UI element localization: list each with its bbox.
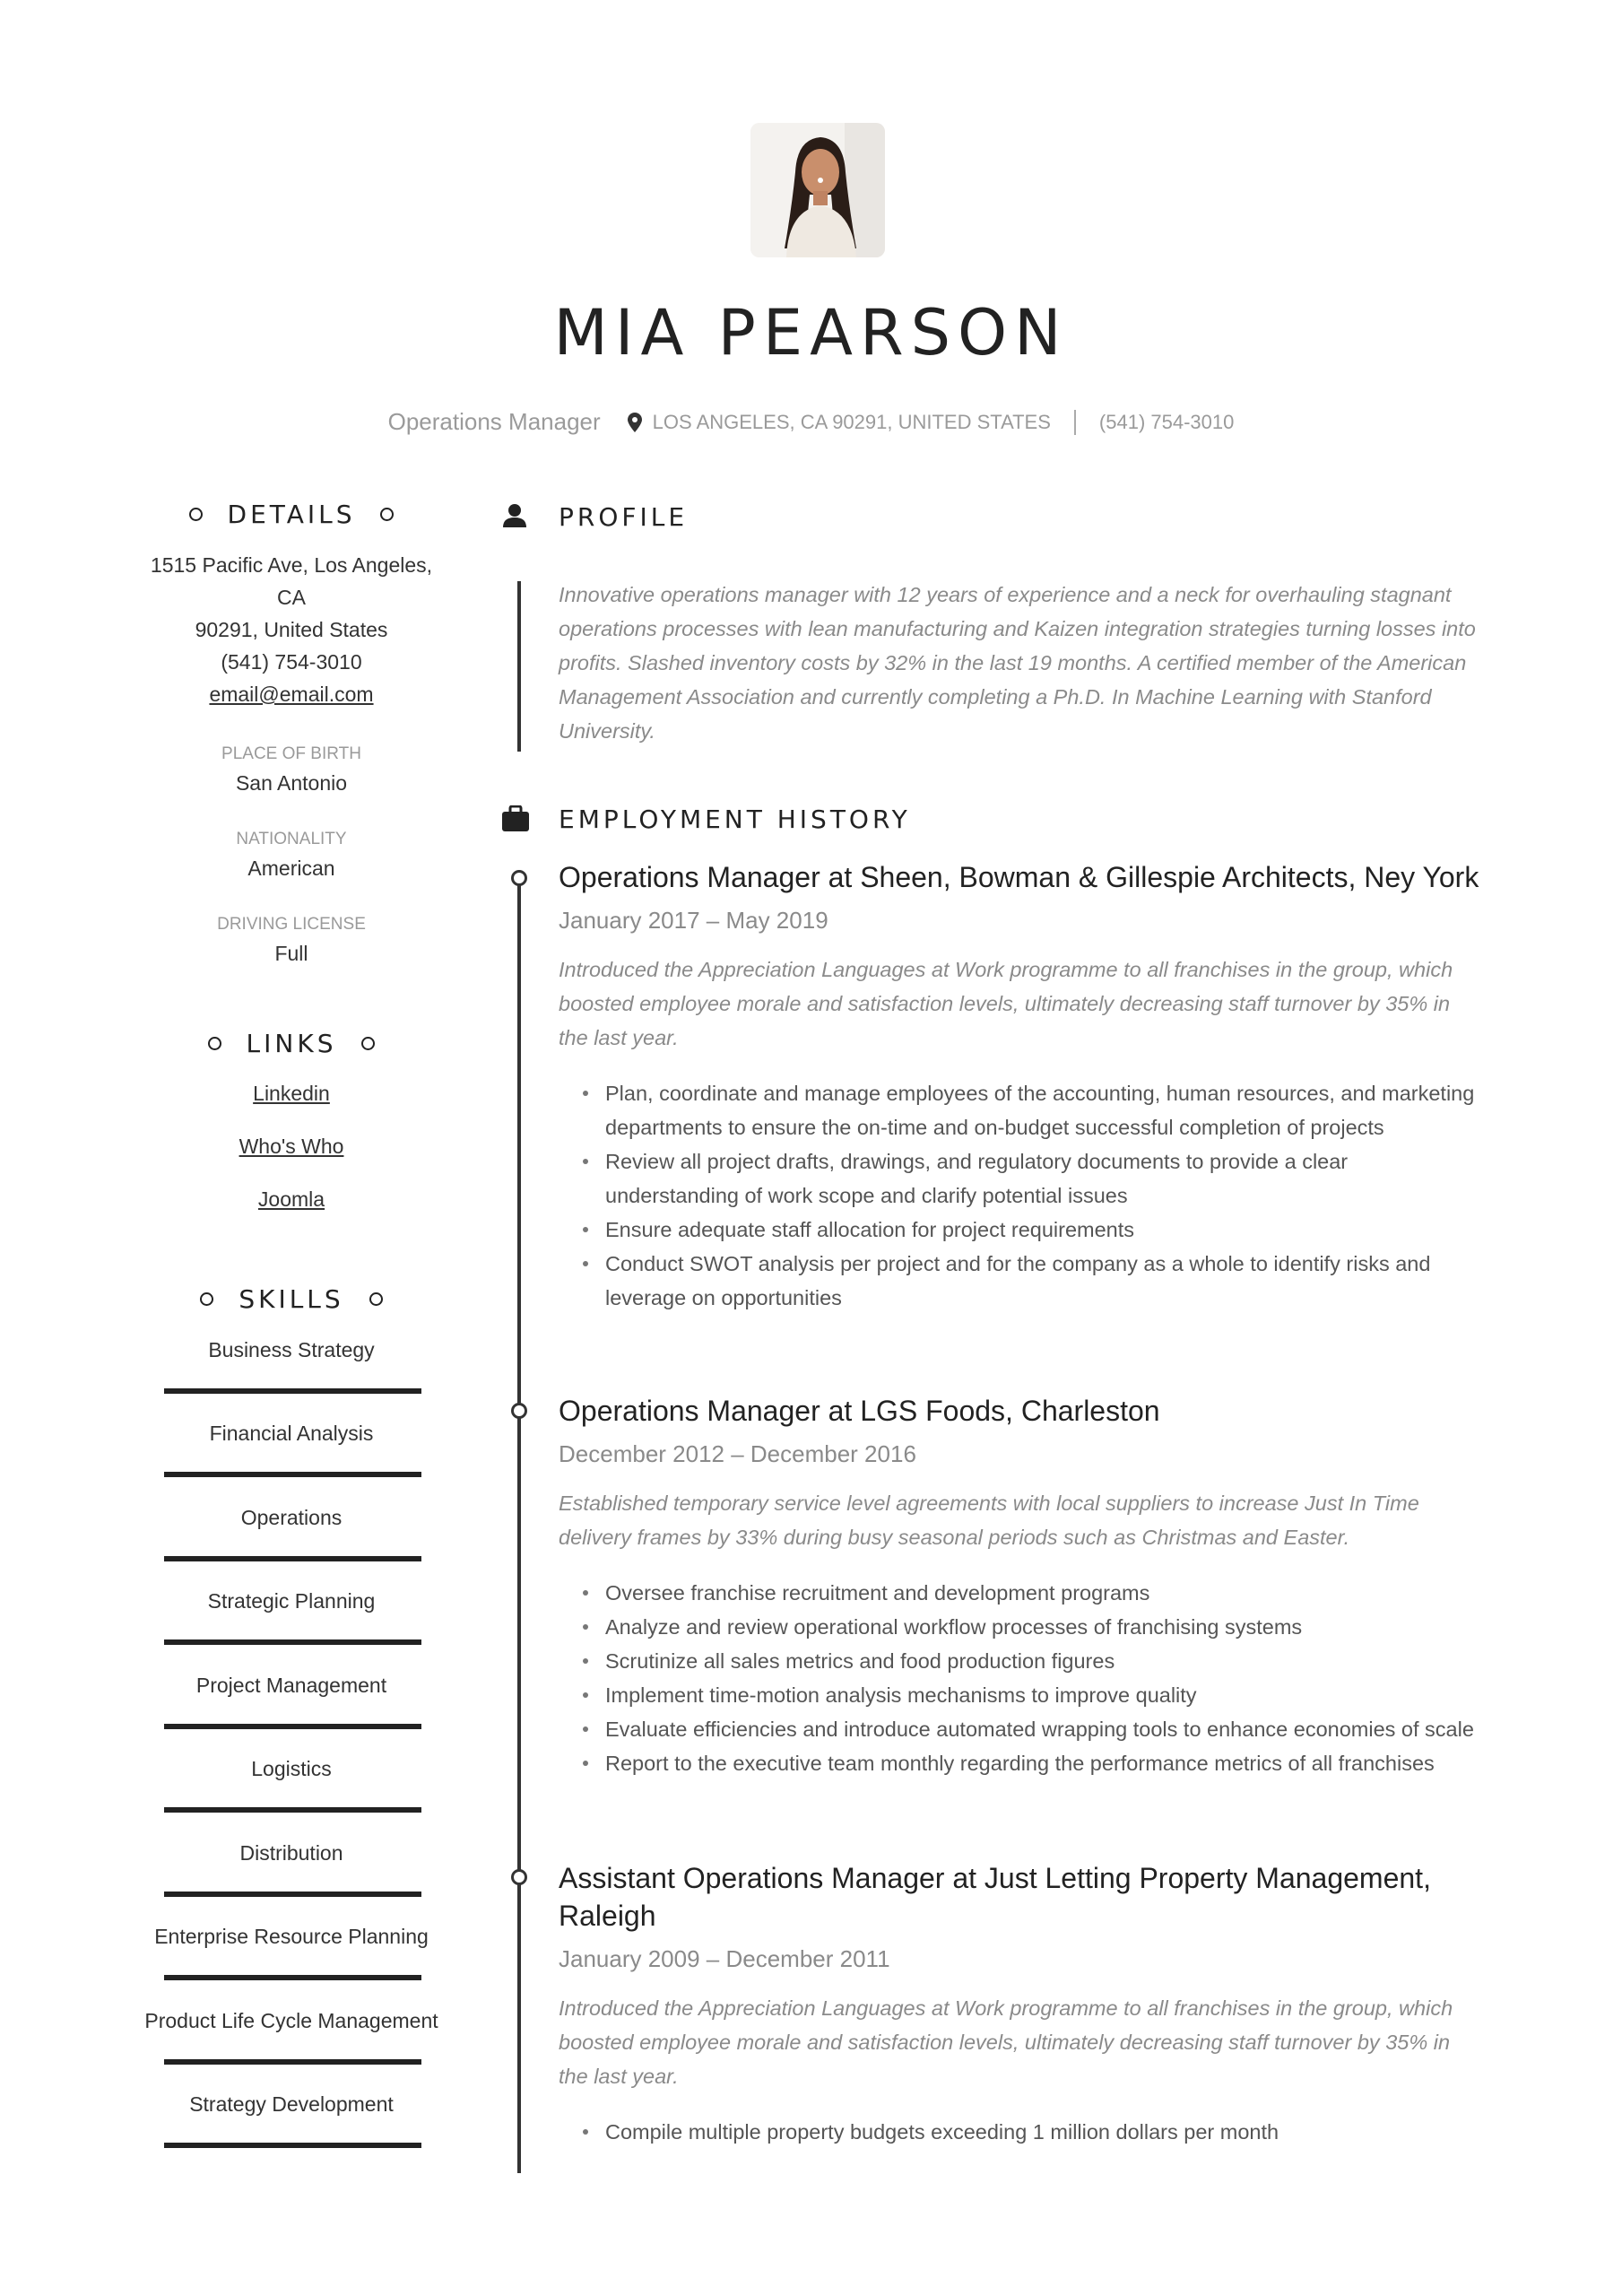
skill-item: Product Life Cycle Management bbox=[134, 2009, 448, 2033]
header-contact-line bbox=[0, 408, 1622, 436]
skill-item: Operations bbox=[134, 1506, 448, 1530]
skill-item: Strategy Development bbox=[134, 2092, 448, 2117]
skill-bar bbox=[164, 1639, 421, 1645]
skill-item: Business Strategy bbox=[134, 1338, 448, 1362]
job-summary: Established temporary service level agreements with local suppliers to increase Just In Time delivery frames by 33% during busy seasonal periods such as Christmas and Easter. bbox=[559, 1492, 1419, 1549]
skill-item: Enterprise Resource Planning bbox=[134, 1925, 448, 1949]
list-item: Compile multiple property budgets exceeding 1 million dollars per month bbox=[605, 2115, 1464, 2149]
job-dates: January 2009 – December 2011 bbox=[559, 1945, 890, 1972]
list-item: Scrutinize all sales metrics and food production figures bbox=[605, 1644, 1482, 1678]
skill-item: Strategic Planning bbox=[134, 1589, 448, 1613]
link-joomla[interactable]: Joomla bbox=[257, 1187, 325, 1211]
ring-icon bbox=[189, 508, 203, 521]
job-title: Operations Manager at LGS Foods, Charleston bbox=[559, 1395, 1160, 1427]
ring-icon bbox=[361, 1037, 375, 1050]
timeline-dot bbox=[511, 870, 527, 886]
list-item: Oversee franchise recruitment and development programs bbox=[605, 1576, 1482, 1610]
nationality-value: American bbox=[247, 857, 335, 880]
job-title: Operations Manager bbox=[387, 408, 601, 435]
job-summary: Introduced the Appreciation Languages at Work programme to all franchises in the group, which boosted employee morale and satisfaction levels, ultimately decreasing staff turnover by 35% in the last year. bbox=[559, 958, 1453, 1049]
job-title: Operations Manager at Sheen, Bowman & Gillespie Architects, Ney York bbox=[559, 861, 1479, 893]
user-icon bbox=[501, 502, 528, 529]
skill-bar bbox=[164, 1556, 421, 1561]
links-section bbox=[134, 1029, 448, 1212]
timeline-dot bbox=[511, 1403, 527, 1419]
place-of-birth-value: San Antonio bbox=[235, 771, 348, 795]
ring-icon bbox=[369, 1292, 383, 1306]
candidate-name: MIA PEARSON bbox=[553, 296, 1069, 370]
job-bullets bbox=[559, 1076, 1482, 1315]
details-heading: DETAILS bbox=[134, 500, 448, 529]
skill-bar bbox=[164, 2143, 421, 2148]
skill-item: Project Management bbox=[134, 1674, 448, 1698]
job-entry bbox=[559, 1392, 1482, 1780]
driving-license-value: Full bbox=[274, 942, 308, 965]
ring-icon bbox=[380, 508, 394, 521]
divider bbox=[1074, 410, 1076, 435]
job-bullets bbox=[559, 1576, 1482, 1780]
job-summary: Introduced the Appreciation Languages at Work programme to all franchises in the group, which boosted employee morale and satisfaction levels, ultimately decreasing staff turnover by 35% in the last year. bbox=[559, 1996, 1453, 2088]
details-section bbox=[134, 500, 448, 966]
address-line: 1515 Pacific Ave, Los Angeles, CA bbox=[150, 553, 433, 609]
details-phone: (541) 754-3010 bbox=[221, 650, 362, 674]
briefcase-icon bbox=[501, 805, 530, 832]
skill-item: Financial Analysis bbox=[134, 1422, 448, 1446]
ring-icon bbox=[208, 1037, 221, 1050]
skill-bar bbox=[164, 2059, 421, 2065]
map-pin-icon bbox=[628, 413, 642, 432]
list-item: Ensure adequate staff allocation for project requirements bbox=[605, 1213, 1482, 1247]
skill-bar bbox=[164, 1975, 421, 1980]
place-of-birth-label: PLACE OF BIRTH bbox=[221, 744, 361, 763]
skill-bar bbox=[164, 1388, 421, 1394]
list-item: Report to the executive team monthly regarding the performance metrics of all franchises bbox=[605, 1746, 1482, 1780]
address-line: 90291, United States bbox=[195, 618, 388, 641]
link-whos-who[interactable]: Who's Who bbox=[239, 1135, 344, 1158]
list-item: Implement time-motion analysis mechanisms to improve quality bbox=[605, 1678, 1482, 1712]
skills-section bbox=[134, 1284, 448, 2163]
timeline-line bbox=[517, 879, 521, 2173]
link-linkedin[interactable]: Linkedin bbox=[253, 1082, 330, 1105]
skill-bar bbox=[164, 1807, 421, 1813]
timeline-dot bbox=[511, 1869, 527, 1885]
skill-item: Distribution bbox=[134, 1841, 448, 1866]
header-phone: (541) 754-3010 bbox=[1098, 410, 1235, 433]
employment-heading: EMPLOYMENT HISTORY bbox=[559, 804, 911, 834]
email-link[interactable]: email@email.com bbox=[209, 683, 374, 706]
profile-heading: PROFILE bbox=[559, 502, 689, 532]
profile-rule bbox=[517, 581, 521, 752]
skills-heading: SKILLS bbox=[134, 1284, 448, 1314]
job-title: Assistant Operations Manager at Just Letting Property Management, Raleigh bbox=[559, 1862, 1431, 1932]
driving-license-label: DRIVING LICENSE bbox=[217, 915, 366, 934]
job-bullets bbox=[559, 2115, 1464, 2149]
profile-text: Innovative operations manager with 12 years of experience and a neck for overhauling stagnant operations processes with lean manufacturing and Kaizen integration strategies turning losses into profits. Slashed inventory costs by 32% in the last 19 months. A certified member of the American Management Association and currently completing a Ph.D. In Machine Learning with Stanford University. bbox=[559, 583, 1476, 743]
skill-item: Logistics bbox=[134, 1757, 448, 1781]
list-item: Evaluate efficiencies and introduce automated wrapping tools to enhance economies of scale bbox=[605, 1712, 1482, 1746]
location bbox=[628, 411, 1051, 434]
job-dates: December 2012 – December 2016 bbox=[559, 1440, 916, 1467]
list-item: Conduct SWOT analysis per project and for the company as a whole to identify risks and leverage on opportunities bbox=[605, 1247, 1482, 1315]
skill-bar bbox=[164, 1892, 421, 1897]
skill-bar bbox=[164, 1472, 421, 1477]
list-item: Review all project drafts, drawings, and regulatory documents to provide a clear understanding of work scope and clarify potential issues bbox=[605, 1144, 1482, 1213]
job-entry bbox=[559, 858, 1482, 1315]
job-dates: January 2017 – May 2019 bbox=[559, 907, 828, 934]
location-text: LOS ANGELES, CA 90291, UNITED STATES bbox=[652, 410, 1051, 433]
ring-icon bbox=[200, 1292, 213, 1306]
nationality-label: NATIONALITY bbox=[236, 830, 347, 848]
job-entry bbox=[559, 1859, 1464, 2149]
list-item: Plan, coordinate and manage employees of the accounting, human resources, and marketing departments to ensure the on-time and on-budget successful completion of projects bbox=[605, 1076, 1482, 1144]
list-item: Analyze and review operational workflow processes of franchising systems bbox=[605, 1610, 1482, 1644]
links-heading: LINKS bbox=[134, 1029, 448, 1058]
profile-photo bbox=[750, 123, 885, 257]
skill-bar bbox=[164, 1724, 421, 1729]
